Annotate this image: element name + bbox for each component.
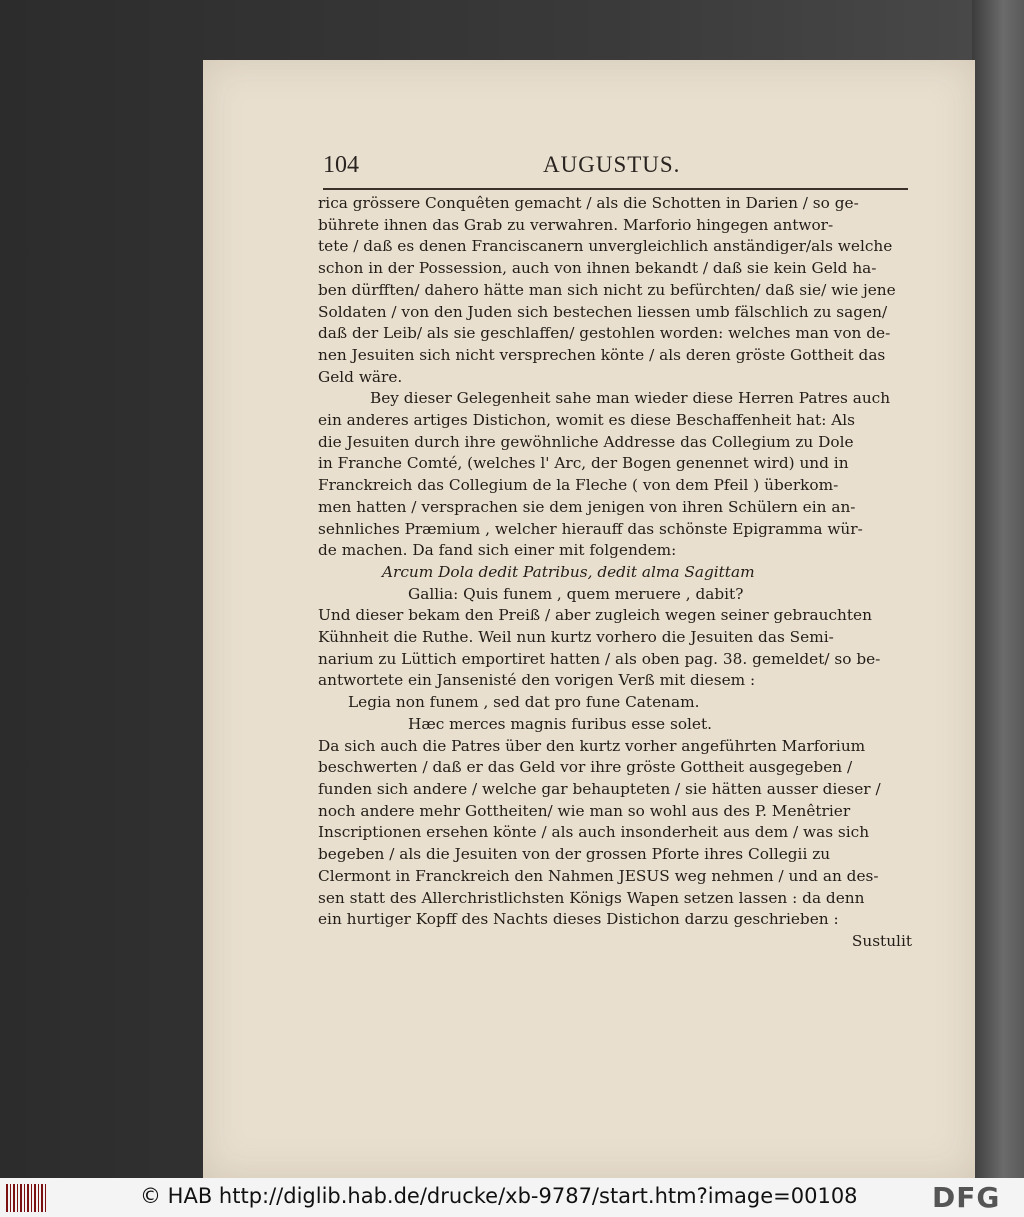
adjacent-page-edge bbox=[972, 0, 1024, 1178]
text-line: Franckreich das Collegium de la Fleche ( von dem Pfeil ) überkom- bbox=[318, 476, 839, 495]
text-line: Soldaten / von den Juden sich bestechen liessen umb fälschlich zu sagen/ bbox=[318, 302, 888, 321]
page-header bbox=[323, 152, 913, 192]
text-line: Geld wäre. bbox=[318, 367, 403, 386]
text-line: daß der Leib/ als sie geschlaffen/ gestohlen worden: welches man von de- bbox=[318, 324, 891, 343]
footer-bar bbox=[0, 1178, 1024, 1217]
text-line: schon in der Possession, auch von ihnen bekandt / daß sie kein Geld ha- bbox=[318, 259, 877, 278]
text-line: noch andere mehr Gottheiten/ wie man so wohl aus des P. Menêtrier bbox=[318, 801, 851, 820]
text-line: begeben / als die Jesuiten von der grossen Pforte ihres Collegii zu bbox=[318, 845, 831, 864]
text-line: die Jesuiten durch ihre gewöhnliche Addresse das Collegium zu Dole bbox=[318, 432, 854, 451]
scanned-page bbox=[203, 60, 975, 1178]
text-line: Inscriptionen ersehen könte / als auch insonderheit aus dem / was sich bbox=[318, 823, 870, 842]
text-line: beschwerten / daß er das Geld vor ihre gröste Gottheit ausgegeben / bbox=[318, 758, 853, 777]
text-line: Da sich auch die Patres über den kurtz vorher angeführten Marforium bbox=[318, 736, 866, 755]
text-line: ein hurtiger Kopff des Nachts dieses Distichon darzu geschrieben : bbox=[318, 910, 839, 929]
text-line: funden sich andere / welche gar behaupteten / sie hätten ausser dieser / bbox=[318, 779, 881, 798]
text-line: antwortete ein Jansenisté den vorigen Verß mit diesem : bbox=[318, 671, 756, 690]
text-line: ben dürfften/ dahero hätte man sich nicht zu befürchten/ daß sie/ wie jene bbox=[318, 280, 896, 299]
text-line: Kühnheit die Ruthe. Weil nun kurtz vorhero die Jesuiten das Semi- bbox=[318, 628, 834, 647]
text-line: Clermont in Franckreich den Nahmen JESUS weg nehmen / und an des- bbox=[318, 866, 879, 885]
verse-line-1: Legia non funem , sed dat pro fune Catenam. bbox=[348, 693, 700, 712]
running-title: AUGUSTUS. bbox=[543, 152, 681, 177]
dfg-logo: DFG bbox=[932, 1181, 1001, 1214]
page-number: 104 bbox=[323, 152, 359, 178]
text-line: ein anderes artiges Distichon, womit es diese Beschaffenheit hat: Als bbox=[318, 411, 855, 430]
header-rule bbox=[323, 188, 908, 190]
paragraph-start: Bey dieser Gelegenheit sahe man wieder diese Herren Patres auch bbox=[370, 389, 891, 408]
text-line: narium zu Lüttich emportiret hatten / als oben pag. 38. gemeldet/ so be- bbox=[318, 649, 881, 668]
text-line: nen Jesuiten sich nicht versprechen könte / als deren gröste Gottheit das bbox=[318, 345, 886, 364]
text-line: men hatten / versprachen sie dem jenigen von ihren Schülern ein an- bbox=[318, 497, 856, 516]
body-text bbox=[318, 193, 918, 953]
text-line: sehnliches Præmium , welcher hierauff das schönste Epigramma wür- bbox=[318, 519, 863, 538]
catchword: Sustulit bbox=[851, 931, 912, 950]
copyright-link[interactable]: © HAB http://diglib.hab.de/drucke/xb-9787/start.htm?image=00108 bbox=[140, 1184, 858, 1208]
text-line: de machen. Da fand sich einer mit folgendem: bbox=[318, 541, 677, 560]
text-line: rica grössere Conquêten gemacht / als die Schotten in Darien / so ge- bbox=[318, 194, 859, 212]
text-line: bührete ihnen das Grab zu verwahren. Marforio hingegen antwor- bbox=[318, 215, 834, 234]
text-line: tete / daß es denen Franciscanern unvergleichlich anständiger/als welche bbox=[318, 237, 893, 256]
distichon-line-1: Arcum Dola dedit Patribus, dedit alma Sagittam bbox=[382, 562, 755, 581]
text-line: sen statt des Allerchristlichsten Königs Wapen setzen lassen : da denn bbox=[318, 888, 865, 907]
verse-line-2: Hæc merces magnis furibus esse solet. bbox=[408, 714, 712, 733]
text-line: in Franche Comté, (welches l' Arc, der Bogen genennet wird) und in bbox=[318, 454, 849, 473]
text-line: Und dieser bekam den Preiß / aber zugleich wegen seiner gebrauchten bbox=[318, 606, 872, 625]
distichon-line-2: Gallia: Quis funem , quem meruere , dabit? bbox=[408, 584, 744, 603]
hab-logo-icon bbox=[6, 1184, 46, 1212]
